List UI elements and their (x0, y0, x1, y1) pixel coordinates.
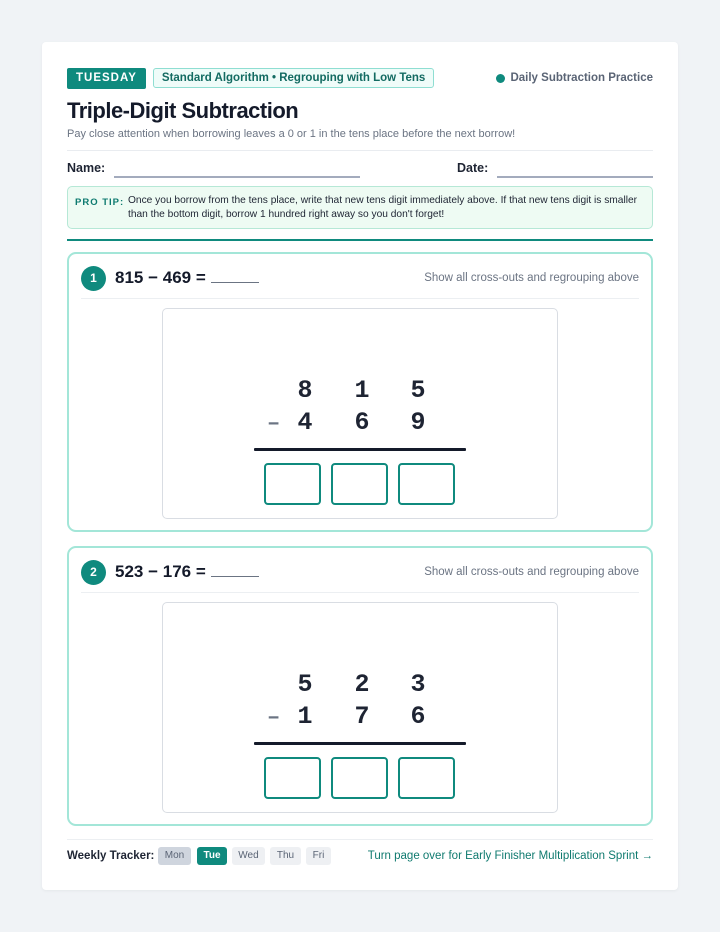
tracker-day-fri[interactable]: Fri (306, 847, 331, 865)
top-ones-digit: 3 (410, 670, 426, 699)
page-subtitle: Pay close attention when borrowing leaves a 0 or 1 in the tens place before the next borrow! (67, 128, 516, 140)
problem-number-badge: 1 (81, 266, 106, 291)
section-divider (67, 239, 653, 241)
page-title: Triple-Digit Subtraction (67, 98, 299, 123)
minus-sign: – (267, 705, 281, 730)
top-ones-digit: 5 (410, 376, 426, 405)
answer-box-tens[interactable] (331, 757, 388, 799)
problem-divider (81, 592, 639, 593)
answer-line (254, 448, 466, 451)
tracker-day-thu[interactable]: Thu (270, 847, 301, 865)
problem-equation (115, 561, 259, 582)
equation-text: 523 − 176 = (115, 562, 206, 581)
problem-header (69, 254, 651, 298)
minus-sign: – (267, 411, 281, 436)
date-label: Date: (457, 161, 489, 175)
name-date-row (67, 151, 653, 185)
answer-box-hundreds[interactable] (264, 757, 321, 799)
problem-header (69, 548, 651, 592)
equation-text: 815 − 469 = (115, 268, 206, 287)
problem-number-badge: 2 (81, 560, 106, 585)
work-area (162, 308, 558, 519)
top-tens-digit: 2 (354, 670, 370, 699)
bottom-ones-digit: 6 (410, 702, 426, 731)
method-badge: Standard Algorithm • Regrouping with Low Tens (153, 68, 434, 88)
name-field[interactable] (114, 176, 360, 178)
answer-box-hundreds[interactable] (264, 463, 321, 505)
problem-instruction: Show all cross-outs and regrouping above (424, 566, 639, 578)
pro-tip-label: PRO TIP: (75, 197, 125, 208)
problem-card-1 (67, 252, 653, 532)
top-tens-digit: 1 (354, 376, 370, 405)
answer-box-ones[interactable] (398, 757, 455, 799)
pro-tip-box (67, 186, 653, 229)
header-bar (67, 67, 653, 89)
date-field[interactable] (497, 176, 653, 178)
work-area (162, 602, 558, 813)
top-hundreds-digit: 8 (297, 376, 313, 405)
weekly-tracker-label: Weekly Tracker: (67, 850, 155, 862)
answer-blank[interactable] (211, 267, 259, 283)
bottom-tens-digit: 7 (354, 702, 370, 731)
practice-text: Daily Subtraction Practice (510, 72, 653, 84)
day-badge: TUESDAY (67, 68, 146, 89)
answer-box-ones[interactable] (398, 463, 455, 505)
worksheet-content (67, 67, 653, 241)
status-dot-icon (496, 74, 505, 83)
bottom-hundreds-digit: 1 (297, 702, 313, 731)
footer-divider (67, 839, 653, 840)
bottom-tens-digit: 6 (354, 408, 370, 437)
tracker-day-tue[interactable]: Tue (197, 847, 227, 865)
problem-divider (81, 298, 639, 299)
pro-tip-text: Once you borrow from the tens place, write that new tens digit immediately above. If that new tens digit is smaller than the bottom digit, borrow 1 hundred right away so you don't forget! (128, 195, 638, 220)
bottom-hundreds-digit: 4 (297, 408, 313, 437)
problem-instruction: Show all cross-outs and regrouping above (424, 272, 639, 284)
tracker-day-mon[interactable]: Mon (158, 847, 191, 865)
answer-box-tens[interactable] (331, 463, 388, 505)
tracker-day-wed[interactable]: Wed (232, 847, 265, 865)
bottom-ones-digit: 9 (410, 408, 426, 437)
problem-equation (115, 267, 259, 288)
top-hundreds-digit: 5 (297, 670, 313, 699)
problem-card-2 (67, 546, 653, 826)
worksheet (42, 42, 678, 890)
answer-blank[interactable] (211, 561, 259, 577)
answer-line (254, 742, 466, 745)
name-label: Name: (67, 161, 106, 175)
practice-label (496, 72, 653, 84)
turn-page-link[interactable]: Turn page over for Early Finisher Multiplication Sprint → (367, 850, 653, 862)
